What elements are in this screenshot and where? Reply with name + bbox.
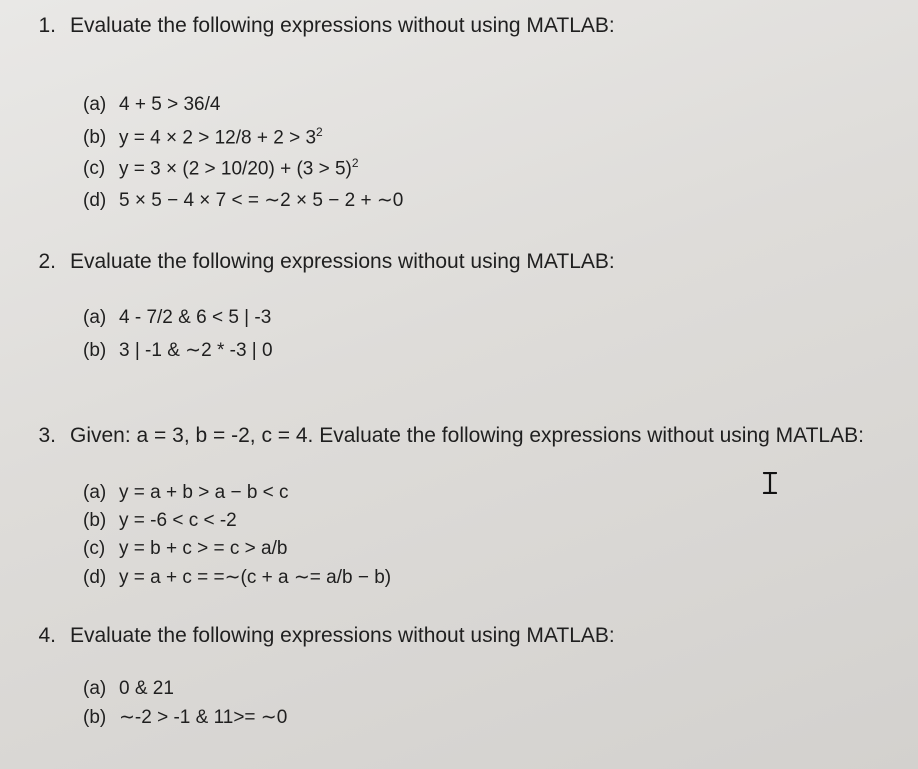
- question-1-heading: [0, 14, 615, 38]
- question-4-item-b: [83, 706, 287, 729]
- item-expression: 4 + 5 > 36/4: [119, 94, 221, 115]
- item-label: (a): [83, 678, 107, 699]
- item-label: (a): [83, 307, 107, 328]
- question-1-item-b: [83, 125, 323, 149]
- item-expression: y = a + b > a − b < c: [119, 482, 289, 503]
- item-label: (d): [83, 567, 107, 588]
- question-3-heading: [0, 424, 864, 448]
- item-expression: 4 - 7/2 & 6 < 5 | -3: [119, 307, 272, 328]
- question-3-item-c: [83, 538, 287, 560]
- exponent: 2: [351, 156, 359, 170]
- question-3-item-d: [83, 566, 391, 589]
- question-number: 3.: [38, 424, 56, 447]
- question-1-item-a: [83, 94, 220, 116]
- question-number: 1.: [38, 14, 56, 37]
- item-expression: y = -6 < c < -2: [119, 510, 237, 531]
- question-text: Evaluate the following expressions without using MATLAB:: [70, 624, 615, 647]
- question-text: Evaluate the following expressions without using MATLAB:: [70, 250, 615, 273]
- question-text: Given: a = 3, b = -2, c = 4. Evaluate the following expressions without using MATLAB:: [70, 424, 864, 447]
- item-expression: y = 3 × (2 > 10/20) + (3 > 5): [119, 158, 352, 180]
- question-4-item-a: [83, 678, 174, 700]
- item-expression: ∼-2 > -1 & 11>= ∼0: [119, 707, 288, 728]
- item-expression: y = a + c = =∼(c + a ∼= a/b − b): [119, 567, 392, 588]
- question-1-item-d: [83, 189, 403, 212]
- item-label: (d): [83, 190, 107, 211]
- question-number: 4.: [38, 624, 56, 647]
- question-text: Evaluate the following expressions without using MATLAB:: [70, 14, 615, 37]
- question-number: 2.: [38, 250, 56, 273]
- item-label: (a): [83, 94, 107, 115]
- item-label: (b): [83, 340, 107, 361]
- question-3-item-a: [83, 482, 289, 504]
- item-label: (c): [83, 158, 106, 180]
- item-expression: 3 | -1 & ∼2 * -3 | 0: [119, 340, 273, 361]
- item-label: (b): [83, 127, 107, 149]
- question-3-item-b: [83, 510, 237, 532]
- question-2-item-a: [83, 307, 271, 329]
- item-expression: 5 × 5 − 4 × 7 < = ∼2 × 5 − 2 + ∼0: [119, 190, 404, 211]
- text-cursor-icon: [762, 472, 778, 494]
- item-expression: y = b + c > = c > a/b: [119, 538, 288, 559]
- item-label: (a): [83, 482, 107, 503]
- question-4-heading: [0, 624, 615, 648]
- item-label: (b): [83, 510, 107, 531]
- question-2-heading: [0, 250, 615, 274]
- item-label: (b): [83, 707, 107, 728]
- exponent: 2: [316, 125, 323, 139]
- item-label: (c): [83, 538, 106, 559]
- question-2-item-b: [83, 339, 273, 362]
- item-expression: 0 & 21: [119, 678, 174, 699]
- item-expression: y = 4 × 2 > 12/8 + 2 > 3: [119, 127, 317, 149]
- question-1-item-c: [83, 156, 359, 180]
